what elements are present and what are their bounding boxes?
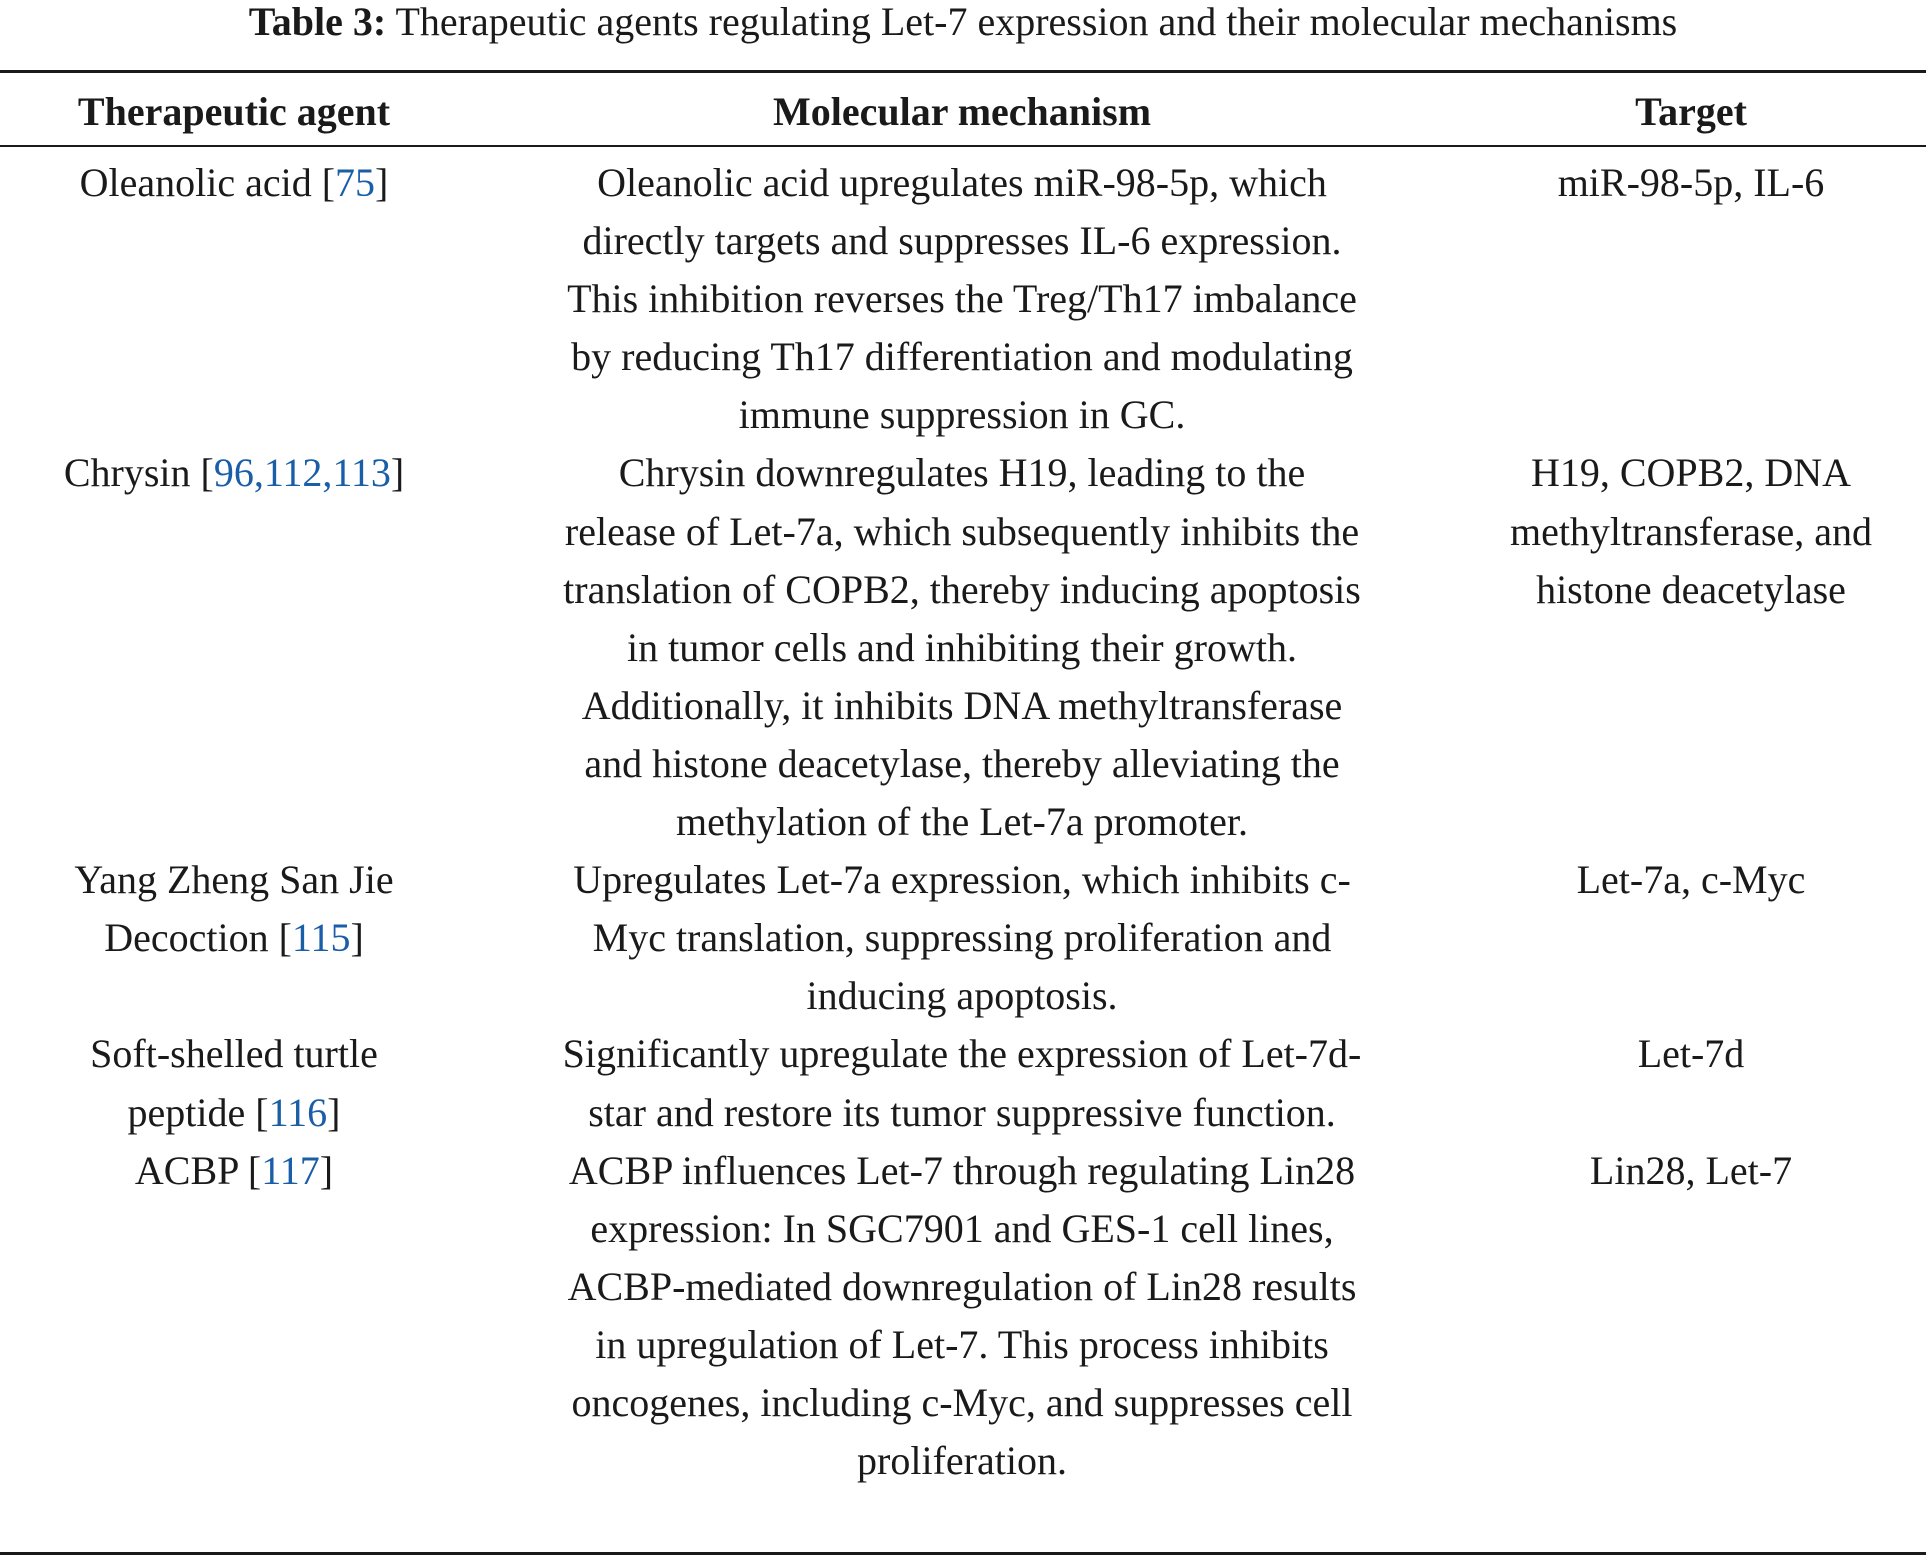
table-row bbox=[0, 152, 1926, 444]
target-cell: miR-98-5p, IL-6 bbox=[1557, 160, 1825, 205]
mechanism-cell bbox=[468, 1025, 1456, 1141]
caption-label: Table 3: bbox=[248, 0, 387, 44]
mechanism-cell bbox=[468, 851, 1456, 1025]
header-therapeutic-agent: Therapeutic agent bbox=[77, 89, 391, 134]
mechanism-cell bbox=[468, 1142, 1456, 1491]
agent-cell: Yang Zheng San Jie Decoction [115] bbox=[74, 857, 394, 961]
target-cell: Let-7d bbox=[1637, 1031, 1745, 1077]
bottom-rule bbox=[0, 1552, 1926, 1555]
table-row bbox=[0, 1142, 1926, 1491]
agent-cell: Soft-shelled turtle peptide [116] bbox=[90, 1031, 378, 1135]
agent-name: Soft-shelled turtle peptide bbox=[90, 1031, 378, 1135]
mechanism-text: Oleanolic acid upregulates miR-98-5p, which directly targets and suppresses IL-6 expression. This inhibition reverses the Treg/Th17 imbalance by reducing Th17 differentiation and modulating immune suppression in GC. bbox=[567, 160, 1357, 438]
agent-name: ACBP bbox=[134, 1147, 238, 1193]
reference-link[interactable]: 116 bbox=[268, 1089, 328, 1135]
target-cell: Let-7a, c-Myc bbox=[1576, 857, 1806, 903]
reference-link[interactable]: 75 bbox=[335, 160, 376, 205]
header-row bbox=[0, 86, 1926, 152]
reference-link[interactable]: 117 bbox=[261, 1147, 320, 1193]
table-caption bbox=[0, 0, 1926, 44]
table-row bbox=[0, 444, 1926, 851]
reference-link[interactable]: 115 bbox=[291, 915, 351, 961]
target-cell: Lin28, Let-7 bbox=[1589, 1147, 1793, 1193]
agent-cell: Oleanolic acid [75] bbox=[79, 160, 389, 205]
mechanism-text: Upregulates Let-7a expression, which inhibits c-Myc translation, suppressing proliferation and inducing apoptosis. bbox=[573, 857, 1351, 1019]
agent-cell: Chrysin [96,112,113] bbox=[63, 450, 405, 496]
mechanism-cell bbox=[468, 444, 1456, 851]
agent-cell: ACBP [117] bbox=[134, 1147, 334, 1193]
agent-name: Yang Zheng San Jie Decoction bbox=[74, 857, 394, 961]
therapeutic-agents-table bbox=[0, 86, 1926, 1490]
agent-name: Oleanolic acid bbox=[79, 160, 312, 205]
header-target: Target bbox=[1635, 89, 1747, 134]
table-row bbox=[0, 851, 1926, 1025]
agent-name: Chrysin bbox=[63, 450, 191, 496]
mechanism-text: ACBP influences Let-7 through regulating Lin28 expression: In SGC7901 and GES-1 cell lines, ACBP-mediated downregulation of Lin28 results in upregulation of Let-7. This process inhibits oncogenes, including c-Myc, and suppresses cell proliferation. bbox=[567, 1147, 1357, 1484]
mechanism-text: Significantly upregulate the expression of Let-7d-star and restore its tumor suppressive function. bbox=[562, 1031, 1362, 1135]
caption-text: Therapeutic agents regulating Let-7 expression and their molecular mechanisms bbox=[395, 0, 1678, 44]
mechanism-cell bbox=[468, 152, 1456, 444]
target-cell bbox=[1456, 444, 1926, 851]
top-rule bbox=[0, 70, 1926, 73]
header-molecular-mechanism: Molecular mechanism bbox=[772, 89, 1152, 134]
table-row bbox=[0, 1025, 1926, 1141]
target-text: H19, COPB2, DNA methyltransferase, and histone deacetylase bbox=[1509, 450, 1873, 612]
mechanism-text: Chrysin downregulates H19, leading to the release of Let-7a, which subsequently inhibits the translation of COPB2, thereby inducing apoptosis in tumor cells and inhibiting their growth. Additionally, it inhibits DNA methyltransferase and histone deacetylase, thereby alleviating the methylation of the Let-7a promoter. bbox=[563, 450, 1361, 845]
reference-link[interactable]: 96,112,113 bbox=[213, 450, 391, 496]
